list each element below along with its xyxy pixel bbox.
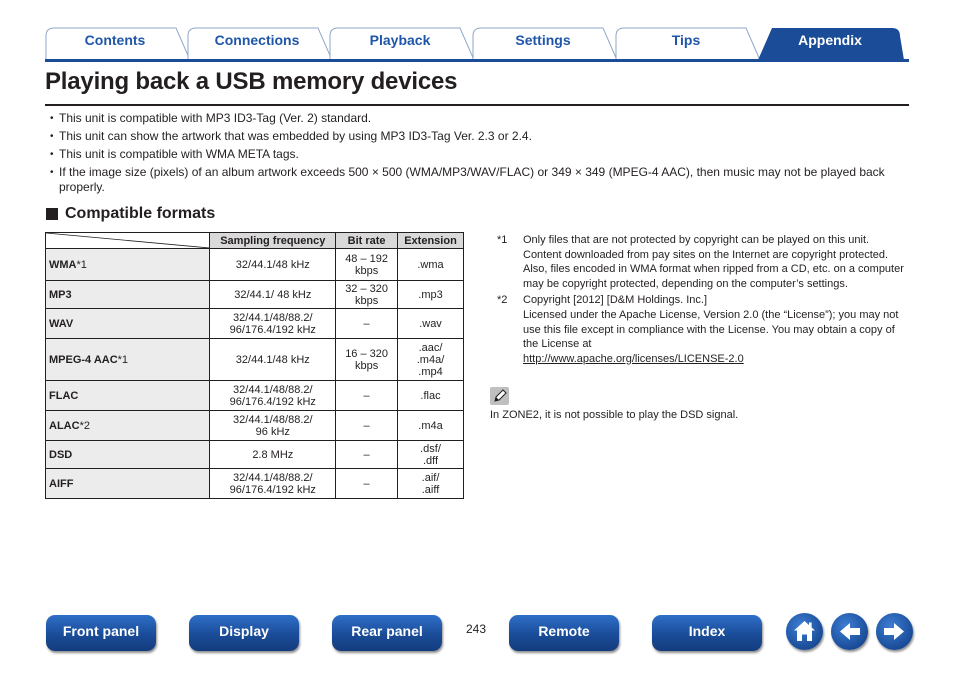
tab-playback[interactable]: Playback xyxy=(369,32,431,48)
table-row xyxy=(46,249,464,281)
header-extension: Extension xyxy=(398,233,464,249)
list-item: • If the image size (pixels) of an album artwork exceeds 500 × 500 (WMA/MP3/WAV/FLAC) or 349 × 349 (MPEG-4 AAC), then music may not be played back properly. xyxy=(50,165,910,195)
table-header-row xyxy=(46,233,464,249)
note-text: In ZONE2, it is not possible to play the DSD signal. xyxy=(490,409,739,421)
forward-button[interactable] xyxy=(876,613,913,650)
list-item: • This unit is compatible with MP3 ID3-Tag (Ver. 2) standard. xyxy=(50,111,910,126)
footnotes xyxy=(497,233,912,366)
table-row xyxy=(46,411,464,441)
format-name: WAV xyxy=(49,317,74,330)
table-row xyxy=(46,441,464,469)
bit-rate-cell: – xyxy=(336,469,398,499)
footnote-line: Content downloaded from pay sites on the Internet are copyright protected. xyxy=(523,248,889,261)
format-cell xyxy=(46,381,210,411)
format-cell xyxy=(46,309,210,339)
home-icon xyxy=(786,613,823,650)
tab-connections[interactable]: Connections xyxy=(214,32,300,48)
format-cell xyxy=(46,469,210,499)
forward-arrow-icon xyxy=(876,613,913,650)
bit-rate-cell: – xyxy=(336,441,398,469)
extension-cell: .wma xyxy=(398,249,464,281)
display-button[interactable]: Display xyxy=(189,615,299,651)
list-item: • This unit is compatible with WMA META tags. xyxy=(50,147,910,162)
format-cell xyxy=(46,441,210,469)
table-row xyxy=(46,339,464,381)
footnote-line: Only files that are not protected by copyright can be played on this unit. xyxy=(523,234,870,246)
sampling-frequency-cell: 32/44.1/48/88.2/ 96/176.4/192 kHz xyxy=(210,381,336,411)
extension-cell: .dsf/ .dff xyxy=(398,441,464,469)
footnote-line: the License at xyxy=(523,338,592,351)
format-cell xyxy=(46,339,210,381)
tab-settings[interactable]: Settings xyxy=(515,32,571,48)
tab-bar-rule xyxy=(45,59,909,62)
footnote-mark: *2 xyxy=(497,294,508,307)
format-name: MP3 xyxy=(49,288,72,301)
format-name: ALAC xyxy=(49,419,80,432)
footnote-line: Licensed under the Apache License, Version 2.0 (the “License”); you may not xyxy=(523,308,899,321)
section-heading xyxy=(46,205,215,223)
index-button[interactable]: Index xyxy=(652,615,762,651)
sampling-frequency-cell: 32/44.1/ 48 kHz xyxy=(210,281,336,309)
footnote-line: Copyright [2012] [D&M Holdings. Inc.] xyxy=(523,294,708,307)
page-number: 243 xyxy=(466,622,487,636)
back-arrow-icon xyxy=(831,613,868,650)
format-cell xyxy=(46,249,210,281)
footnote-2 xyxy=(497,293,912,366)
footnote-mark: *1 xyxy=(497,234,508,246)
extension-cell: .wav xyxy=(398,309,464,339)
formats-table-body xyxy=(46,249,464,499)
footnote-ref: *1 xyxy=(76,258,87,271)
top-tab-bar xyxy=(0,0,954,64)
table-row xyxy=(46,381,464,411)
back-button[interactable] xyxy=(831,613,868,650)
sampling-frequency-cell: 32/44.1/48 kHz xyxy=(210,339,336,381)
format-name: DSD xyxy=(49,448,73,461)
footnote-ref: *2 xyxy=(79,419,90,432)
front-panel-button[interactable]: Front panel xyxy=(46,615,156,651)
footnote-ref: *1 xyxy=(117,353,129,366)
extension-cell: .aac/ .m4a/ .mp4 xyxy=(398,339,464,381)
footnote-line: may be copyright protected, depending on the computer’s settings. xyxy=(523,277,848,290)
list-item: • This unit can show the artwork that was embedded by using MP3 ID3-Tag Ver. 2.3 or 2.4. xyxy=(50,129,910,144)
footnote-text xyxy=(523,233,904,291)
extension-cell: .mp3 xyxy=(398,281,464,309)
footnote-text xyxy=(523,293,898,366)
footnote-line: use this file except in compliance with the License. You may obtain a copy of xyxy=(523,323,895,336)
bit-rate-cell: 32 – 320 kbps xyxy=(336,281,398,309)
table-row xyxy=(46,469,464,499)
format-name: AIFF xyxy=(49,477,74,490)
bit-rate-cell: – xyxy=(336,411,398,441)
table-corner-cell xyxy=(46,233,210,249)
rear-panel-button[interactable]: Rear panel xyxy=(332,615,442,651)
formats-table xyxy=(45,232,464,499)
sampling-frequency-cell: 32/44.1/48/88.2/ 96 kHz xyxy=(210,411,336,441)
footnote-1 xyxy=(497,233,912,291)
section-title: Compatible formats xyxy=(65,205,216,222)
title-divider xyxy=(45,104,909,106)
extension-cell: .m4a xyxy=(398,411,464,441)
sampling-frequency-cell: 32/44.1/48/88.2/ 96/176.4/192 kHz xyxy=(210,469,336,499)
bit-rate-cell: 16 – 320 kbps xyxy=(336,339,398,381)
extension-cell: .aif/ .aiff xyxy=(398,469,464,499)
table-row xyxy=(46,281,464,309)
header-sampling-frequency: Sampling frequency xyxy=(210,233,336,249)
tab-appendix[interactable]: Appendix xyxy=(798,32,862,48)
footnote-line: Also, files encoded in WMA format when ripped from a CD, etc. on a computer xyxy=(523,263,904,276)
page-title: Playing back a USB memory devices xyxy=(45,68,458,95)
sampling-frequency-cell: 32/44.1/48 kHz xyxy=(210,249,336,281)
pencil-icon xyxy=(490,387,509,405)
corner-diagonal xyxy=(46,233,209,248)
tab-tips[interactable]: Tips xyxy=(671,32,701,48)
format-name: FLAC xyxy=(49,389,79,402)
header-bit-rate: Bit rate xyxy=(336,233,398,249)
format-name: MPEG-4 AAC xyxy=(49,353,118,366)
format-cell xyxy=(46,411,210,441)
table-row xyxy=(46,309,464,339)
bit-rate-cell: – xyxy=(336,309,398,339)
home-button[interactable] xyxy=(786,613,823,650)
remote-button[interactable]: Remote xyxy=(509,615,619,651)
license-link[interactable]: http://www.apache.org/licenses/LICENSE-2.0 xyxy=(523,352,744,365)
format-name: WMA xyxy=(49,258,77,271)
extension-cell: .flac xyxy=(398,381,464,411)
bit-rate-cell: 48 – 192 kbps xyxy=(336,249,398,281)
format-cell xyxy=(46,281,210,309)
bit-rate-cell: – xyxy=(336,381,398,411)
sampling-frequency-cell: 2.8 MHz xyxy=(210,441,336,469)
sampling-frequency-cell: 32/44.1/48/88.2/ 96/176.4/192 kHz xyxy=(210,309,336,339)
notes-list xyxy=(50,111,910,198)
tab-contents[interactable]: Contents xyxy=(84,32,146,48)
square-bullet-icon xyxy=(46,208,58,220)
